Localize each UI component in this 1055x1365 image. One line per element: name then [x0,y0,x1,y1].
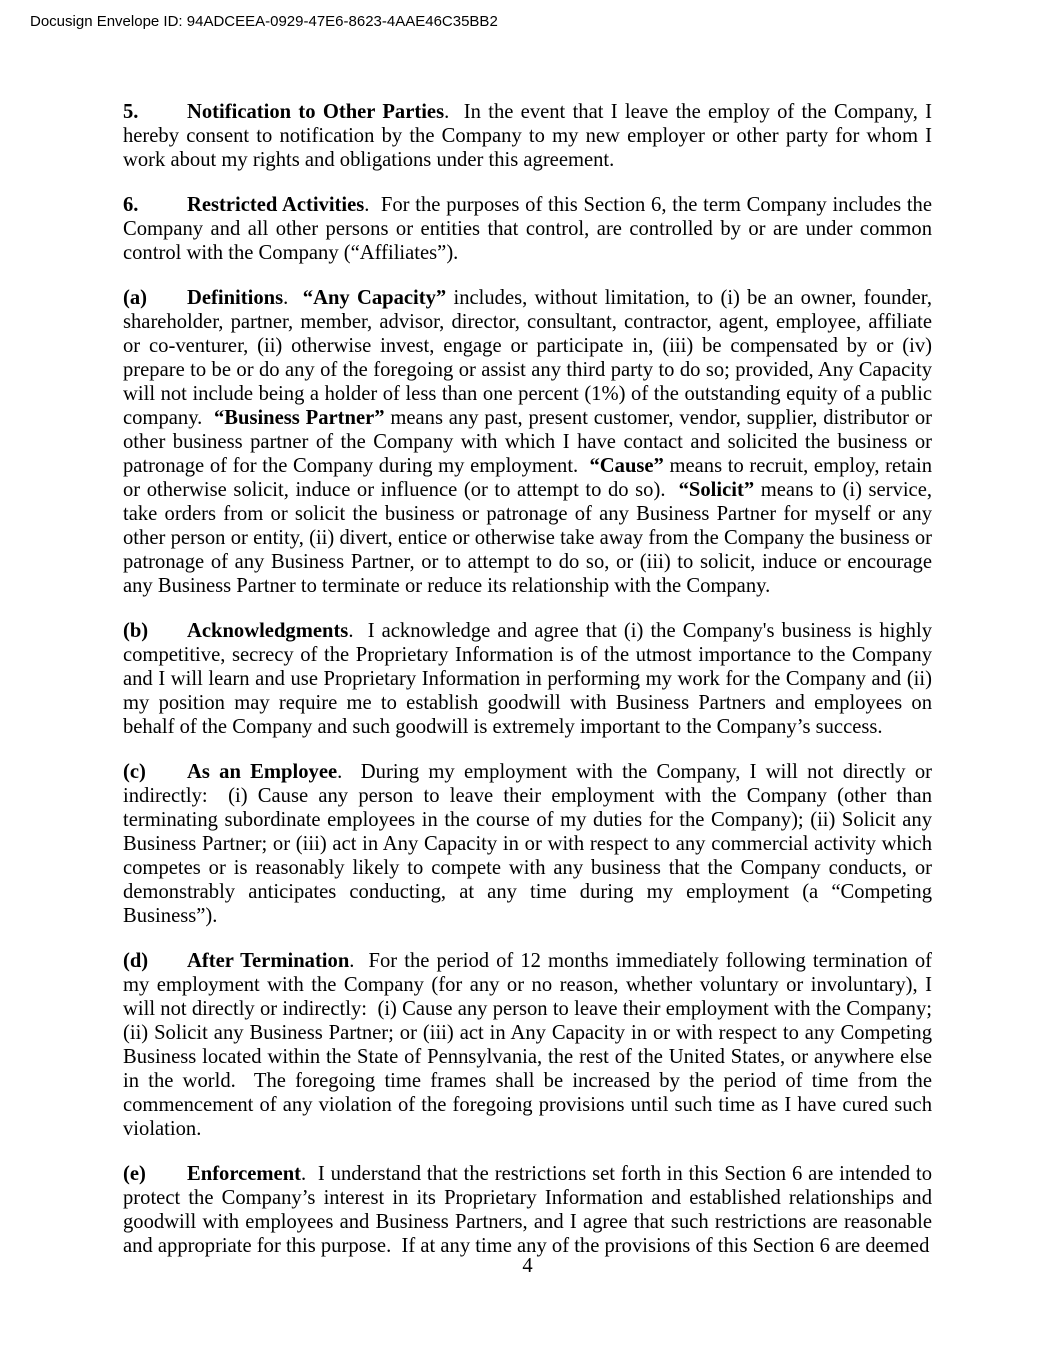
docusign-envelope-id: Docusign Envelope ID: 94ADCEEA-0929-47E6-8623-4AAE46C35BB2 [30,13,498,30]
paragraph-label: (e) [123,1163,146,1185]
defined-term: “Solicit” [678,479,755,501]
defined-term: “Cause” [589,455,664,477]
paragraph-heading: As an Employee [187,761,338,783]
paragraph-heading: Restricted Activities [187,194,365,216]
body-text: . In the event that I leave the employ of the Company, I hereby consent to notification by the Company to my new employer or other party for whom I work about my rights and obligations under this agreement. [123,101,938,171]
paragraph-heading: After Termination [187,950,350,972]
body-text: includes, without limitation, to (i) be an owner, founder, shareholder, partner, member, advisor, director, consultant, contractor, agent, employee, affiliate or co-venturer, (ii) otherwise invest, engage or participate in, (iii) be compensated by or (iv) prepare to be or do any of the foregoing or assist any third party to do so; provided, Any Capacity will not include being a holder of less than one percent (1%) of the outstanding equity of a public company. [123,287,938,429]
body-text: . [283,287,303,309]
paragraph-label: 5. [123,101,139,123]
paragraph-label: (c) [123,761,146,783]
page-number: 4 [522,1255,533,1277]
body-text: means to recruit, employ, retain or otherwise solicit, induce or influence (or to attempt to do so). [123,455,938,501]
paragraph-label: 6. [123,194,139,216]
body-text: . For the period of 12 months immediately following termination of my employment with the Company (for any or no reason, whether voluntary or involuntary), I will not directly or indirectly: (i) Cause any person to leave their employment with the Company; (ii) Solicit any Business Partner; or (iii) act in Any Capacity in or with respect to any Competing Business located within the State of Pennsylvania, the rest of the United States, or anywhere else in the world. The foregoing time frames shall be increased by the period of time from the commencement of any violation of the foregoing provisions until such time as I have cured such violation. [123,950,938,1140]
body-text: means any past, present customer, vendor, supplier, distributor or other business partner of the Company with which I have contact and solicited the business or patronage of for the Company during my employment. [123,407,938,477]
paragraph-label: (a) [123,287,148,309]
body-text: . I acknowledge and agree that (i) the Company's business is highly competitive, secrecy of the Proprietary Information is of the utmost importance to the Company and I will learn and use Proprietary Information in performing my work for the Company and (ii) my position may require me to establish goodwill with Business Partners and employees on behalf of the Company and such goodwill is extremely important to the Company’s success. [123,620,938,738]
paragraph-heading: Notification to Other Parties [187,101,445,123]
body-text: . For the purposes of this Section 6, the term Company includes the Company and all other persons or entities that control, are controlled by or are under common control with the Company (“Affiliates”). [123,194,938,264]
body-text: . I understand that the restrictions set forth in this Section 6 are intended to protect the Company’s interest in its Proprietary Information and established relationships and goodwill with employees and Business Partners, and I agree that such restrictions are reasonable and appropriate for this purpose. If at any time any of the provisions of this Section 6 are deemed [123,1163,938,1257]
body-text: . During my employment with the Company, I will not directly or indirectly: (i) Cause any person to leave their employment with the Company (other than terminating subordinate employees in the course of my duties for the Company); (ii) Solicit any Business Partner; or (iii) act in Any Capacity in or with respect to any commercial activity which competes or is reasonably likely to compete with any business that the Company conducts, or demonstrably anticipates conducting, at any time during my employment (a “Competing Business”). [123,761,938,927]
paragraph-5 [123,100,938,172]
defined-term: “Business Partner” [213,407,385,429]
paragraph-heading: Acknowledgments [187,620,349,642]
defined-term: “Any Capacity” [302,287,447,309]
paragraph-a [123,286,938,598]
paragraph-b [123,619,938,739]
paragraph-d [123,949,938,1141]
document-body [123,100,938,1279]
paragraph-label: (d) [123,950,149,972]
paragraph-heading: Enforcement [187,1163,301,1185]
paragraph-e [123,1162,938,1258]
paragraph-6 [123,193,938,265]
paragraph-label: (b) [123,620,149,642]
paragraph-heading: Definitions [187,287,284,309]
paragraph-c [123,760,938,928]
body-text: means to (i) service, take orders from or solicit the business or patronage of any Business Partner for myself or any other person or entity, (ii) divert, entice or otherwise take away from the Company the business or patronage of any Business Partner, or to attempt to do so, or (iii) to solicit, induce or encourage any Business Partner to terminate or reduce its relationship with the Company. [123,479,938,597]
